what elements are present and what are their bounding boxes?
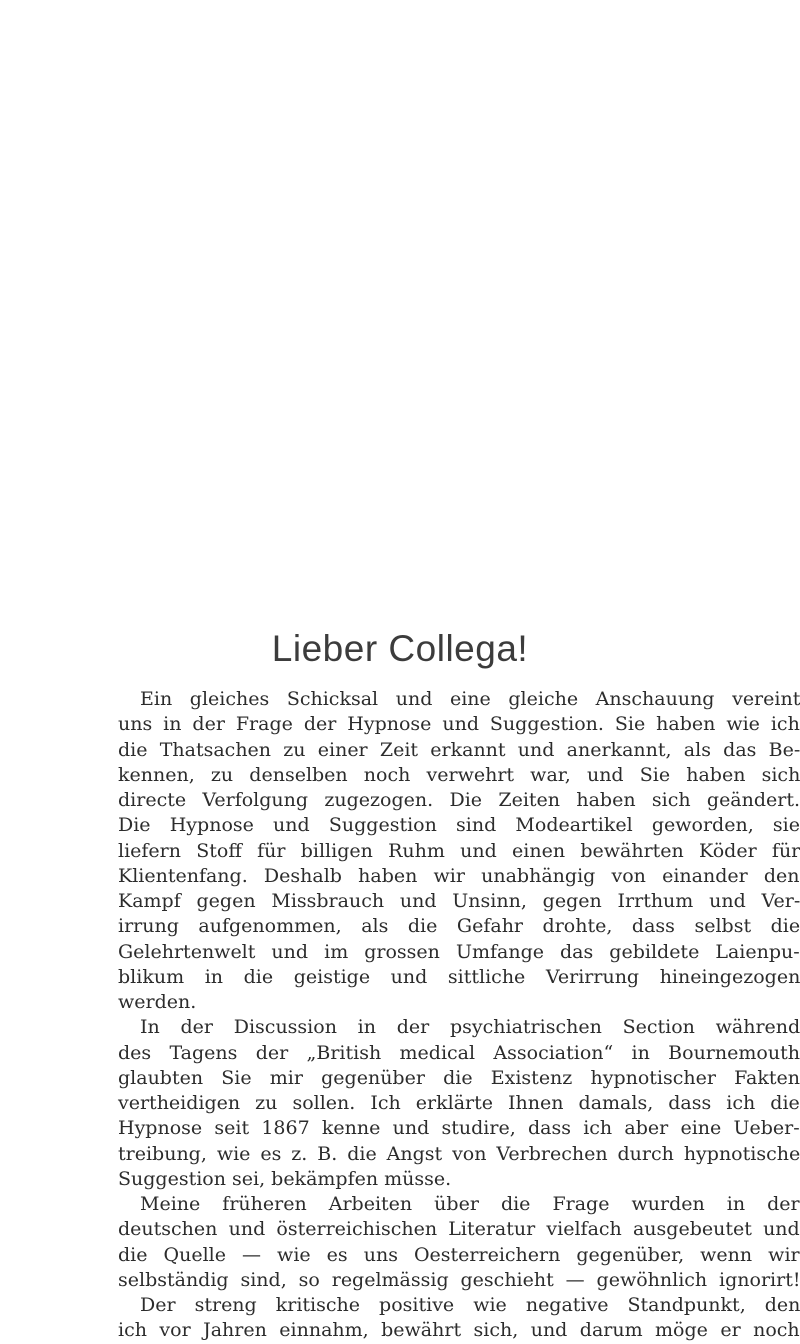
- text-line: Gelehrtenwelt und im grossen Umfange das gebildete Laienpu-: [118, 940, 800, 963]
- text-line: des Tagens der „British medical Association“ in Bournemouth: [118, 1041, 800, 1064]
- text-line: kennen, zu denselben noch verwehrt war, und Sie haben sich: [118, 763, 800, 786]
- text-line: Suggestion sei, bekämpfen müsse.: [118, 1167, 452, 1190]
- text-line: liefern Stoff für billigen Ruhm und einen bewährten Köder für: [118, 839, 800, 862]
- text-line: Kampf gegen Missbrauch und Unsinn, gegen Irrthum und Ver-: [118, 890, 800, 912]
- text-line: die Quelle — wie es uns Oesterreichern gegenüber, wenn wir: [118, 1243, 800, 1266]
- text-line: die Thatsachen zu einer Zeit erkannt und anerkannt, als das Be-: [118, 738, 800, 761]
- text-line: deutschen und österreichischen Literatur vielfach ausgebeutet und: [118, 1218, 800, 1241]
- text-line: Klientenfang. Deshalb haben wir unabhängig von einander den: [118, 864, 800, 887]
- letter-salutation: Lieber Collega!: [271, 628, 529, 669]
- text-line: blikum in die geistige und sittliche Verirrung hineingezogen: [118, 965, 800, 988]
- text-line: irrung aufgenommen, als die Gefahr drohte, dass selbst die: [118, 915, 800, 938]
- text-line: uns in der Frage der Hypnose und Suggestion. Sie haben wie ich: [118, 713, 800, 736]
- text-line: Der streng kritische positive wie negative Standpunkt, den: [140, 1294, 800, 1316]
- text-line: glaubten Sie mir gegenüber die Existenz hypnotischer Fakten: [118, 1066, 800, 1089]
- letter-body: [118, 687, 800, 1344]
- text-line: werden.: [118, 991, 197, 1013]
- text-line: vertheidigen zu sollen. Ich erklärte Ihnen damals, dass ich die: [118, 1092, 800, 1114]
- text-line: ich vor Jahren einnahm, bewährt sich, und darum möge er noch: [118, 1319, 800, 1342]
- text-line: selbständig sind, so regelmässig geschieht — gewöhnlich ignorirt!: [118, 1268, 800, 1291]
- text-line: In der Discussion in der psychiatrischen Section während: [140, 1016, 800, 1039]
- text-line: Meine früheren Arbeiten über die Frage wurden in der: [140, 1193, 800, 1215]
- text-line: Ein gleiches Schicksal und eine gleiche Anschauung vereint: [140, 688, 800, 710]
- text-line: treibung, wie es z. B. die Angst von Verbrechen durch hypnotische: [118, 1142, 800, 1165]
- text-line: Die Hypnose und Suggestion sind Modeartikel geworden, sie: [118, 814, 800, 837]
- text-line: Hypnose seit 1867 kenne und studire, dass ich aber eine Ueber-: [118, 1117, 800, 1140]
- text-line: directe Verfolgung zugezogen. Die Zeiten haben sich geändert.: [118, 789, 800, 811]
